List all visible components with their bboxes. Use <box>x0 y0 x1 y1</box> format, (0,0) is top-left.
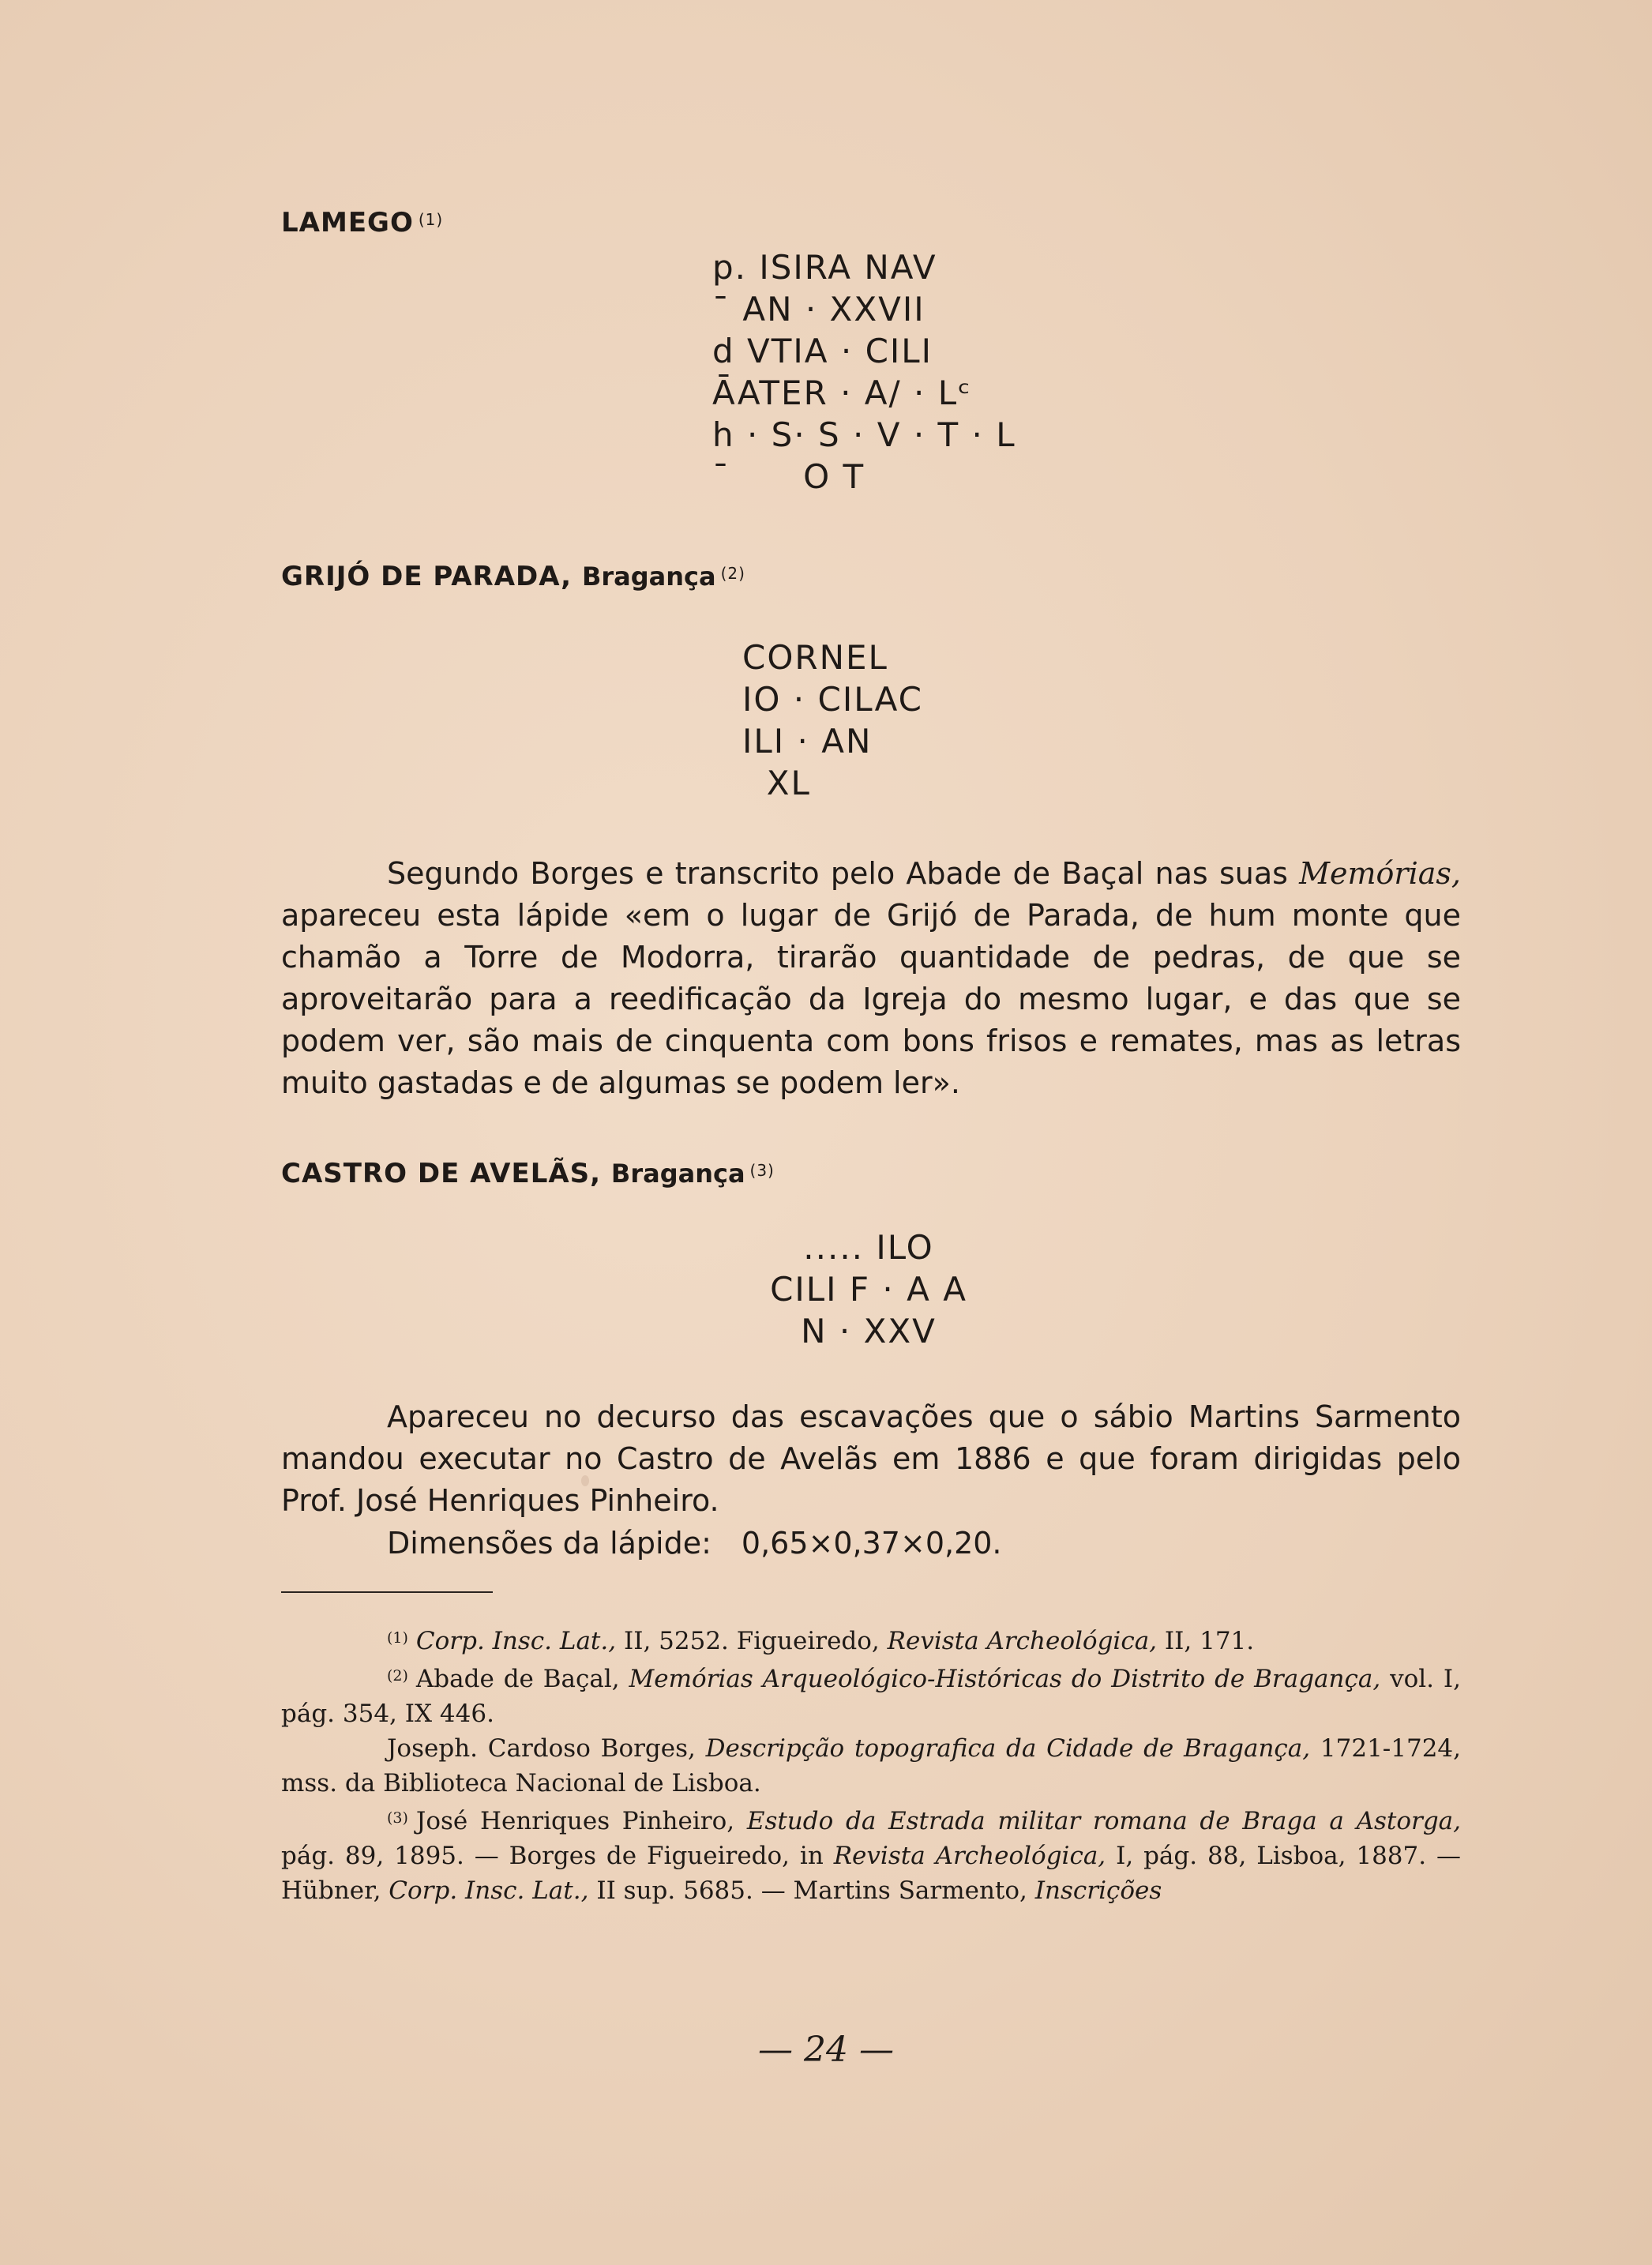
footnotes <box>281 1621 1461 1908</box>
footnote-text: Abade de Baçal, <box>415 1665 629 1693</box>
footnote-text: II, 171. <box>1157 1627 1255 1655</box>
paragraph-grijo: Segundo Borges e transcrito pelo Abade de Baçal nas suas Memórias, apareceu esta lápide «em o lugar de Grijó de Parada, de hum monte que chamão a Torre de Modorra, tirarão quantidade de pedras, de que se aproveitarão para a reedificação da Igreja do mesmo lugar, e das que se podem ver, são mais de cinquenta com bons frisos e remates, mas as letras muito gastadas e de algumas se podem ler». <box>281 856 1461 1100</box>
inscription-line: ¯ AN · XXVII <box>712 290 925 329</box>
footnote <box>281 1801 1461 1908</box>
ink-blot <box>581 1475 589 1486</box>
footnote-title: Descripção topografica da Cidade de Bragança, <box>705 1734 1311 1763</box>
footnote-number: (2) <box>387 1667 408 1685</box>
inscription-line: h · S· S · V · T · L <box>712 415 1016 454</box>
paragraph-castro: Apareceu no decurso das escavações que o sábio Martins Sarmento mandou executar no Castro de Avelãs em 1886 e que foram dirigidas pelo Prof. José Henriques Pinheiro. <box>281 1399 1461 1518</box>
inscription-line: p. ISIRA NAV <box>712 248 937 287</box>
dimensions-line: Dimensões da lápide: 0,65×0,37×0,20. <box>387 1526 1002 1561</box>
inscription-line: N · XXV <box>801 1312 937 1350</box>
footnote-text: II sup. 5685. — Martins Sarmento, <box>588 1876 1035 1905</box>
footnote <box>281 1658 1461 1731</box>
footnote <box>281 1621 1461 1658</box>
inscription-line: ILI · AN <box>742 722 873 761</box>
inscription-lamego <box>712 246 1016 498</box>
section-heading-grijo: GRIJÓ DE PARADA, Bragança $^{(2)}$ <box>281 561 745 592</box>
inscription-line: ĀATER · A/ · Lᶜ <box>712 374 972 412</box>
footnote-title: Inscrições <box>1034 1876 1162 1905</box>
footnote <box>281 1731 1461 1801</box>
footnote-title: Estudo da Estrada militar romana de Braga a Astorga, <box>746 1807 1462 1835</box>
inscription-line: CILI F · A A <box>770 1270 967 1309</box>
inscription-line: ..... ILO <box>803 1228 934 1267</box>
footnote-ref-2: (2) <box>720 564 745 583</box>
footnote-ref-1: (1) <box>418 210 444 229</box>
page-number: — 24 — <box>758 2030 894 2070</box>
inscription-grijo <box>742 637 923 804</box>
inscription-line: IO · CILAC <box>742 680 923 719</box>
inscription-line: d VTIA · CILI <box>712 332 933 370</box>
inscription-line: CORNEL <box>742 638 888 677</box>
footnote-text: I, pág. 88, Lisboa, 1887. — Hübner, <box>281 1842 1461 1905</box>
footnote-text: José Henriques Pinheiro, <box>415 1807 747 1835</box>
inscription-line: XL <box>742 764 811 802</box>
footnote-text: vol. I, pág. 354, IX 446. <box>281 1665 1461 1728</box>
footnote-text: Joseph. Cardoso Borges, <box>387 1734 706 1763</box>
footnote-title: Memórias Arqueológico-Históricas do Distrito de Bragança, <box>629 1665 1381 1693</box>
footnote-ref-3: (3) <box>749 1161 775 1180</box>
section-heading-castro: CASTRO DE AVELÃS, Bragança $^{(3)}$ <box>281 1158 775 1189</box>
footnote-number: (3) <box>387 1809 408 1827</box>
footnote-text: pág. 89, 1895. — Borges de Figueiredo, in <box>281 1842 834 1870</box>
footnote-divider <box>281 1591 493 1593</box>
footnote-text: II, 5252. Figueiredo, <box>616 1627 888 1655</box>
footnote-title: Corp. Insc. Lat., <box>415 1627 617 1655</box>
footnote-title: Revista Archeológica, <box>887 1627 1158 1655</box>
footnote-text: 1721-1724, mss. da Biblioteca Nacional de Lisboa. <box>281 1734 1462 1797</box>
inscription-castro <box>758 1226 979 1352</box>
inscription-line: ¯ O T <box>712 457 865 496</box>
footnote-number: (1) <box>387 1629 408 1647</box>
footnote-title: Revista Archeológica, <box>833 1842 1106 1870</box>
footnote-title: Corp. Insc. Lat., <box>389 1876 589 1905</box>
section-heading-lamego: LAMEGO $^{(1)}$ <box>281 207 444 239</box>
